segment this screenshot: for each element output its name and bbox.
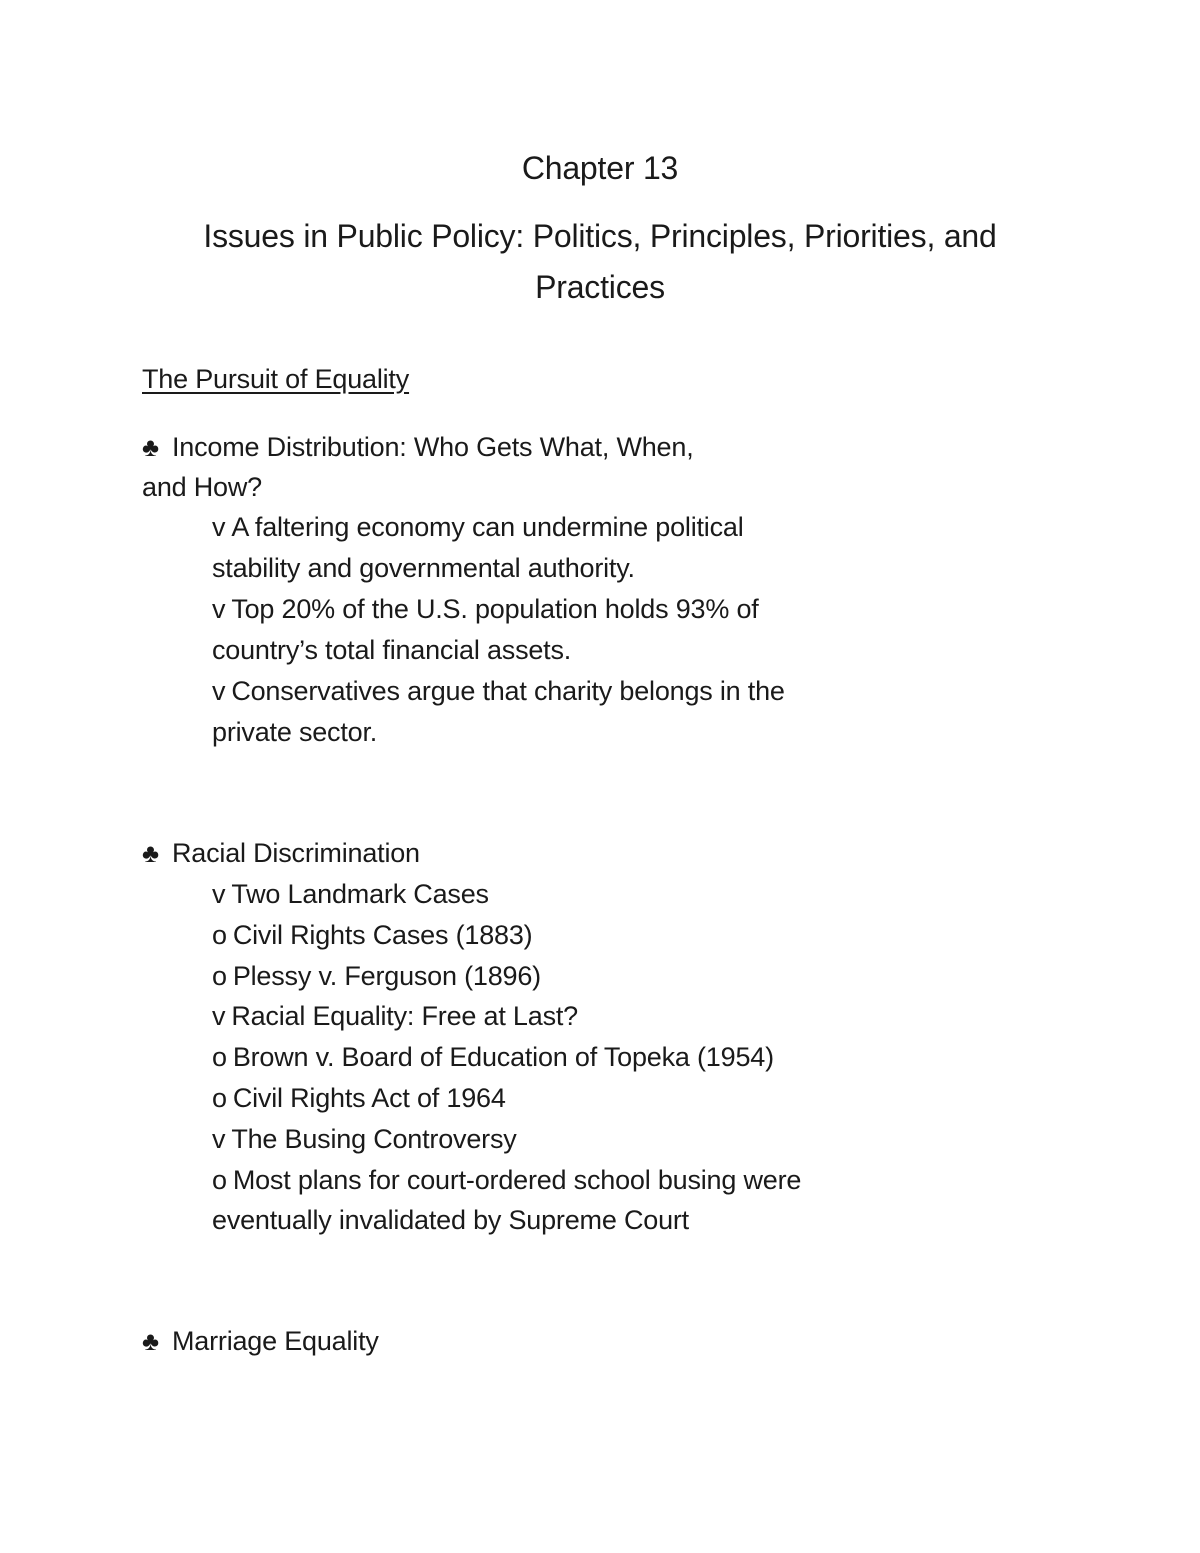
chapter-number: Chapter 13 bbox=[521, 150, 679, 186]
racial-sub-1: v Two Landmark Cases bbox=[212, 879, 489, 909]
check-bullet-icon: v bbox=[212, 512, 226, 542]
racial-case-3: o Brown v. Board of Education of Topeka (1954) bbox=[212, 1042, 774, 1072]
racial-case-4: o Civil Rights Act of 1964 bbox=[212, 1083, 506, 1113]
racial-sub-3: v The Busing Controversy bbox=[212, 1124, 517, 1154]
income-point-1: v A faltering economy can undermine political bbox=[212, 512, 744, 542]
section-heading: The Pursuit of Equality bbox=[142, 364, 410, 394]
check-bullet-icon: v bbox=[212, 879, 226, 909]
income-point-3: v Conservatives argue that charity belongs in the bbox=[212, 676, 785, 706]
circle-bullet-icon: o bbox=[212, 1165, 227, 1195]
income-heading-line-2: and How? bbox=[142, 472, 262, 502]
check-bullet-icon: v bbox=[212, 676, 226, 706]
income-heading-line-1: Income Distribution: Who Gets What, When, bbox=[172, 432, 694, 462]
income-point-1-cont: stability and governmental authority. bbox=[212, 553, 635, 583]
bullet-marriage-equality bbox=[142, 1324, 379, 1358]
racial-sub-2: v Racial Equality: Free at Last? bbox=[212, 1001, 578, 1031]
marriage-heading: Marriage Equality bbox=[172, 1326, 379, 1356]
income-point-2: v Top 20% of the U.S. population holds 93% of bbox=[212, 594, 759, 624]
check-bullet-icon: v bbox=[212, 1124, 226, 1154]
bullet-income-distribution bbox=[142, 430, 694, 464]
check-bullet-icon: v bbox=[212, 594, 226, 624]
club-bullet-icon: ♣ bbox=[142, 1326, 159, 1356]
check-bullet-icon: v bbox=[212, 1001, 226, 1031]
circle-bullet-icon: o bbox=[212, 920, 227, 950]
racial-heading: Racial Discrimination bbox=[172, 838, 420, 868]
circle-bullet-icon: o bbox=[212, 1042, 227, 1072]
club-bullet-icon: ♣ bbox=[142, 432, 159, 462]
circle-bullet-icon: o bbox=[212, 1083, 227, 1113]
racial-case-5-cont: eventually invalidated by Supreme Court bbox=[212, 1205, 689, 1235]
bullet-racial-discrimination bbox=[142, 836, 420, 870]
chapter-title-line-2: Practices bbox=[535, 269, 665, 305]
racial-case-1: o Civil Rights Cases (1883) bbox=[212, 920, 533, 950]
circle-bullet-icon: o bbox=[212, 961, 227, 991]
club-bullet-icon: ♣ bbox=[142, 838, 159, 868]
racial-case-2: o Plessy v. Ferguson (1896) bbox=[212, 961, 541, 991]
chapter-title-line-1: Issues in Public Policy: Politics, Principles, Priorities, and bbox=[203, 218, 997, 254]
income-point-3-cont: private sector. bbox=[212, 717, 378, 747]
racial-case-5: o Most plans for court-ordered school busing were bbox=[212, 1165, 802, 1195]
income-point-2-cont: country’s total financial assets. bbox=[212, 635, 572, 665]
